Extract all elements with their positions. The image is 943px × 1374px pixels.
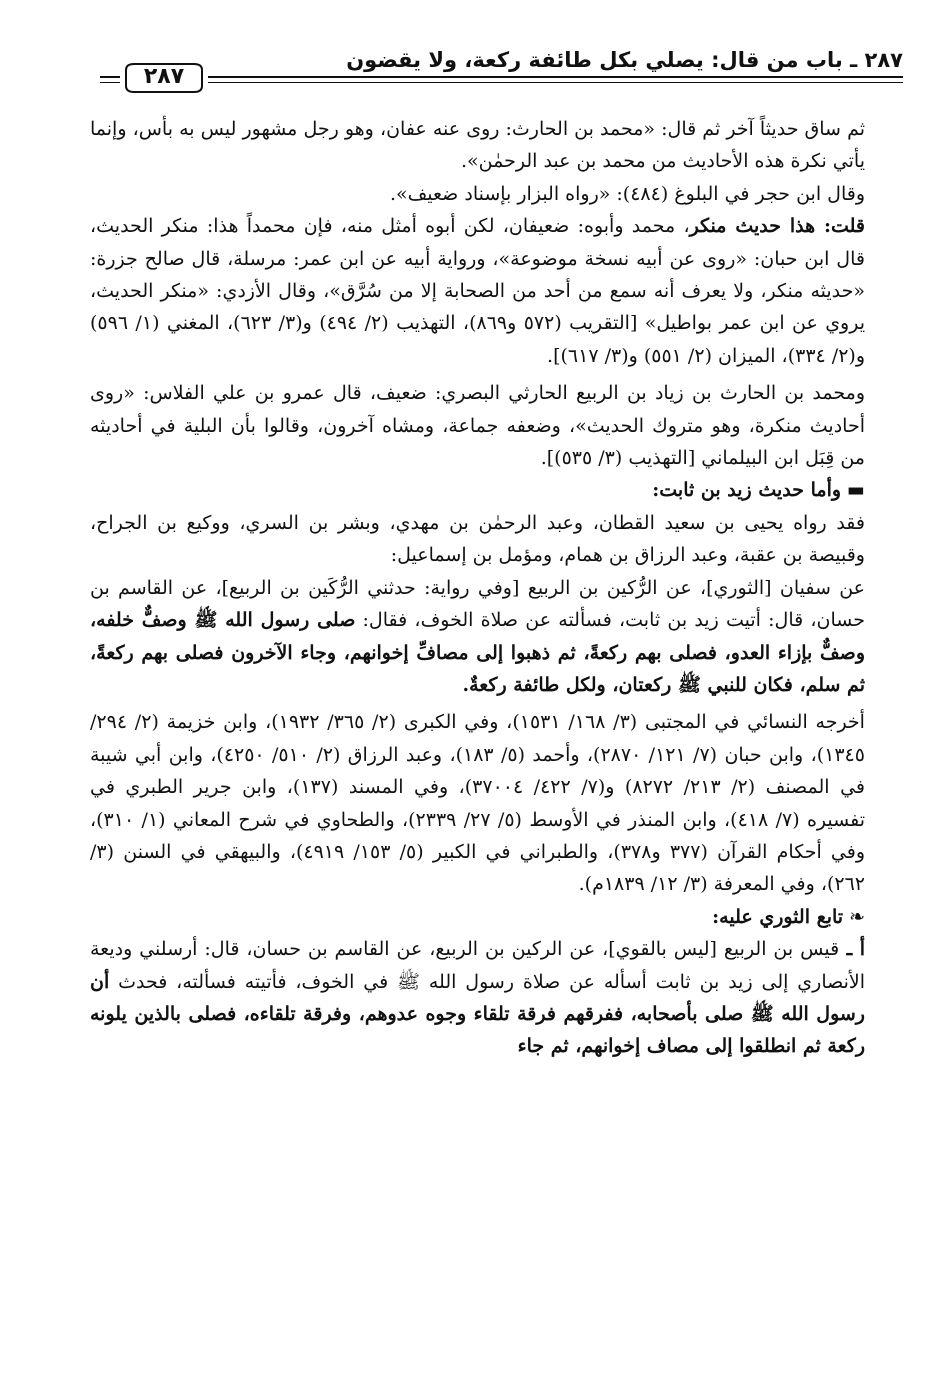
bold-text: صلى رسول الله ﷺ وصفٌّ خلفه، وصفٌّ بإزاء العدو، فصلى بهم ركعةً، ثم ذهبوا إلى مصافِّ إخوانهم، وجاء الآخرون فصلى بهم ركعةً، ثم سلم، فكان للنبي ﷺ ركعتان، ولكل طائفة ركعةٌ.: [90, 609, 865, 696]
text-run: ومحمد بن الحارث بن زياد بن الربيع الحارثي البصري: ضعيف، قال عمرو بن علي الفلاس: «روى أحاديث منكرة، وهو متروك الحديث»، وضعفه جماعة، ومشاه آخرون، وقالوا بأن البلية في أحاديثه من قِبَل ابن البيلماني [التهذيب (٣/ ٥٣٥)].: [90, 382, 865, 470]
paragraph: [90, 901, 905, 933]
running-title: ٢٨٧ ـ باب من قال: يصلي بكل طائفة ركعة، ولا يقضون: [346, 48, 903, 72]
page-number-badge: [124, 60, 204, 96]
section-marker-icon: ▬: [847, 479, 865, 502]
header-rule-left-top: [100, 76, 120, 78]
paragraph: [90, 507, 905, 572]
article-body: [90, 113, 905, 1063]
bold-text: وأما حديث زيد بن ثابت:: [652, 479, 842, 502]
page-number: ٢٨٧: [143, 64, 185, 89]
paragraph: [90, 572, 905, 702]
bold-text: قلت: هذا حديث منكر: [689, 215, 865, 238]
paragraph: [90, 377, 905, 474]
text-run: ، محمد وأبوه: ضعيفان، لكن أبوه أمثل منه، فإن محمداً هذا: منكر الحديث، قال ابن حبان: «روى عن أبيه نسخة موضوعة»، ورواية أبيه عن ابن عمر: مرسلة، قال صالح جزرة: «حديثه منكر، ولا يعرف أنه سمع من أحد من الصحابة إلا من سُرَّق»، وقال الأزدي: «منكر الحديث، يروي عن ابن عمر بواطيل» [التقريب (٥٧٢ و٨٦٩)، التهذيب (٢/ ٤٩٤) و(٣/ ٦٢٣)، المغني (١/ ٥٩٦) و(٢/ ٣٣٤)، الميزان (٢/ ٥٥١) و(٣/ ٦١٧)].: [90, 215, 866, 367]
paragraph: [90, 474, 905, 506]
header-rule-top: [208, 76, 903, 78]
text-run: وقال ابن حجر في البلوغ (٤٨٤): «رواه البزار بإسناد ضعيف».: [389, 182, 865, 205]
paragraph: [90, 210, 905, 372]
paragraph: [90, 178, 905, 210]
paragraph: [90, 113, 905, 178]
text-run: ثم ساق حديثاً آخر ثم قال: «محمد بن الحارث: روى عنه عفان، وهو رجل مشهور ليس به بأس، وإنما يأتي نكرة هذه الأحاديث من محمد بن عبد الرحمٰن».: [90, 118, 865, 173]
paragraph: [90, 933, 905, 1063]
bold-text: تابع الثوري عليه:: [712, 905, 844, 928]
header-rule-left-bottom: [100, 82, 120, 83]
section-marker-icon: ❧: [849, 905, 865, 928]
text-run: أخرجه النسائي في المجتبى (٣/ ١٦٨/ ١٥٣١)، وفي الكبرى (٢/ ٣٦٥/ ١٩٣٢)، وابن خزيمة (٢/ ٢٩٤/ ١٣٤٥)، وابن حبان (٧/ ١٢١/ ٢٨٧٠)، وأحمد (٥/ ١٨٣)، وعبد الرزاق (٢/ ٥١٠/ ٤٢٥٠)، وابن أبي شيبة في المصنف (٢/ ٢١٣/ ٨٢٧٢) و(٧/ ٤٢٢/ ٣٧٠٠٤)، وفي المسند (١٣٧)، وابن جرير الطبري في تفسيره (٧/ ٤١٨)، وابن المنذر في الأوسط (٥/ ٢٧/ ٢٣٣٩)، والطحاوي في شرح المعاني (١/ ٣١٠)، وفي أحكام القرآن (٣٧٧ و٣٧٨)، والطبراني في الكبير (٥/ ١٥٣/ ٤٩١٩)، والبيهقي في السنن (٣/ ٢٦٢)، وفي المعرفة (٣/ ١٢/ ١٨٣٩م).: [90, 711, 866, 896]
text-run: فقد رواه يحيى بن سعيد القطان، وعبد الرحمٰن بن مهدي، وبشر بن السري، ووكيع بن الجراح، وقبيصة بن عقبة، وعبد الرزاق بن همام، ومؤمل بن إسماعيل:: [90, 511, 865, 567]
paragraph: [90, 706, 905, 900]
bold-text: أن رسول الله ﷺ صلى بأصحابه، ففرقهم فرقة تلقاء وجوه عدوهم، وفرقة تلقاءه، فصلى بالذين يلونه ركعة ثم انطلقوا إلى مصاف إخوانهم، ثم جاء: [90, 970, 865, 1058]
bold-text: أ ـ: [839, 938, 866, 961]
header-rule-bottom: [208, 82, 903, 83]
text-run: قيس بن الربيع [ليس بالقوي]، عن الركين بن الربيع، عن القاسم بن حسان، قال: أرسلني وديعة الأنصاري إلى زيد بن ثابت أسأله عن صلاة رسول الله ﷺ في الخوف، فأتيته فسألته، فحدث: [90, 938, 865, 993]
page-header: [100, 28, 903, 98]
text-run: عن سفيان [الثوري]، عن الرُّكين بن الربيع [وفي رواية: حدثني الرُّكَين بن الربيع]، عن القاسم بن حسان، قال: أتيت زيد بن ثابت، فسألته عن صلاة الخوف، فقال:: [90, 576, 865, 632]
